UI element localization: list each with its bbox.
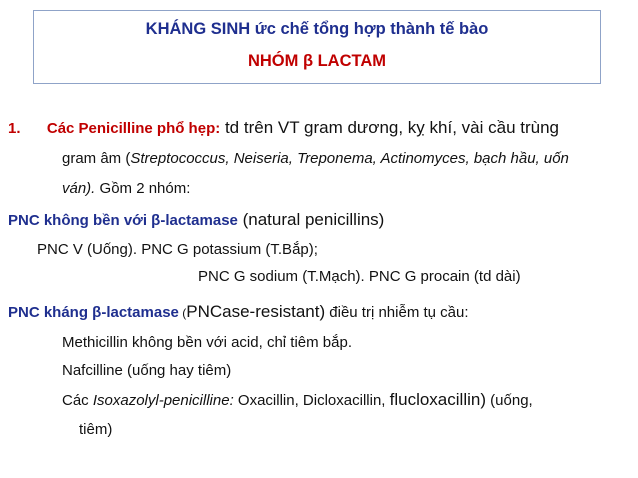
group2-line3-mid: Oxacillin, Dicloxacillin,	[233, 392, 390, 409]
group2-heading: PNC kháng β-lactamase	[8, 304, 179, 321]
title-box	[33, 10, 601, 84]
group2-line3	[62, 390, 533, 411]
slide-title: KHÁNG SINH ức chế tổng hợp thành tế bào	[145, 20, 489, 38]
item1-line1	[8, 118, 559, 139]
group2-line2: Nafcilline (uống hay tiêm)	[62, 362, 232, 379]
item1-heading: Các Penicilline phổ hẹp:	[46, 120, 221, 137]
group2-line3-prefix: Các	[62, 392, 93, 409]
group1-line1: PNC V (Uống). PNC G potassium (T.Bắp);	[37, 241, 318, 258]
item1-line2-prefix: gram âm (	[62, 150, 131, 167]
group2-heading-open: (	[178, 306, 187, 320]
item1-line3	[62, 179, 190, 199]
group1-line2: PNC G sodium (T.Mạch). PNC G procain (td dài)	[198, 268, 521, 285]
item1-number: 1.	[8, 120, 21, 137]
item1-line2	[62, 149, 569, 169]
item1-line3-italic: ván).	[62, 180, 96, 197]
group2-line3-big: flucloxacillin)	[389, 390, 486, 409]
group2-line3-italic: Isoxazolyl-penicilline:	[92, 392, 234, 409]
group1-heading-line	[8, 210, 384, 231]
group2-heading-line	[8, 302, 469, 323]
item1-line1-rest: td trên VT gram dương, kỵ khí, vài cầu trùng	[220, 118, 559, 137]
group2-heading-big: PNCase-resistant)	[186, 302, 326, 321]
item1-line2-italic: Streptococcus, Neiseria, Treponema, Actinomyces, bạch hầu, uốn	[130, 150, 569, 167]
item1-line3-rest: Gồm 2 nhóm:	[95, 180, 191, 197]
group2-line4: tiêm)	[79, 421, 113, 438]
group1-heading-paren: (natural penicillins)	[237, 210, 385, 229]
group2-line3-rest: (uống,	[486, 392, 533, 409]
group2-line1: Methicillin không bền với acid, chỉ tiêm bắp.	[62, 334, 352, 351]
slide-subtitle: NHÓM β LACTAM	[247, 52, 387, 70]
group2-heading-rest: điều trị nhiễm tụ cầu:	[325, 304, 469, 321]
group1-heading: PNC không bền với β-lactamase	[8, 212, 238, 229]
